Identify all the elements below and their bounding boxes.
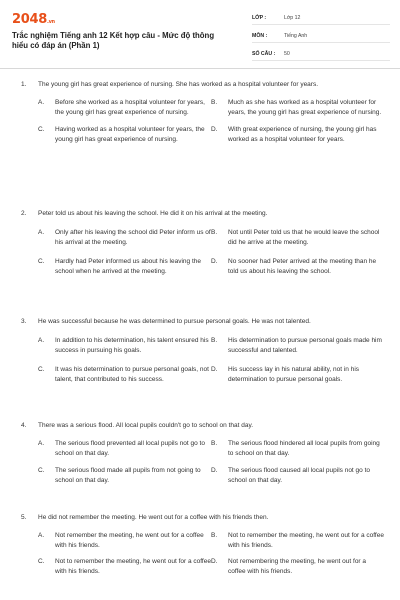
option-row bbox=[21, 466, 383, 487]
option-text: Not to remember the meeting, he went out for a coffee with his friends. bbox=[228, 531, 384, 549]
option-a[interactable] bbox=[21, 531, 211, 552]
question-1 bbox=[21, 80, 383, 146]
option-text: Hardly had Peter informed us about his leaving the school when he arrived at the meeting. bbox=[55, 257, 201, 275]
option-letter: D. bbox=[211, 466, 218, 474]
option-text: Before she worked as a hospital volunteer for years, the young girl has great experience of nursing. bbox=[55, 98, 205, 116]
option-letter: B. bbox=[211, 336, 218, 344]
option-letter: D. bbox=[211, 125, 218, 133]
option-letter: B. bbox=[211, 98, 218, 106]
option-letter: C. bbox=[38, 125, 45, 133]
option-letter: D. bbox=[211, 557, 218, 565]
option-text: Only after his leaving the school did Peter inform us of his arrival at the meeting. bbox=[55, 228, 211, 246]
option-letter: C. bbox=[38, 257, 45, 265]
option-text: Not remembering the meeting, he went out for a coffee with his friends. bbox=[228, 557, 367, 575]
option-row bbox=[21, 365, 383, 386]
option-letter: C. bbox=[38, 365, 45, 373]
option-text: The serious flood hindered all local pupils from going to school on that day. bbox=[228, 439, 380, 457]
option-a[interactable] bbox=[21, 98, 211, 119]
option-c[interactable] bbox=[21, 466, 211, 487]
question-text: He did not remember the meeting. He went out for a coffee with his friends then. bbox=[38, 514, 269, 521]
header bbox=[0, 0, 400, 62]
option-row bbox=[21, 98, 383, 119]
question-stem bbox=[21, 209, 383, 220]
option-b[interactable] bbox=[211, 531, 384, 552]
question-number: 3. bbox=[21, 318, 27, 325]
option-text: The serious flood prevented all local pupils not go to school on that day. bbox=[55, 439, 205, 457]
meta-value: 50 bbox=[284, 50, 290, 57]
question-text: He was successful because he was determined to pursue personal goals. He was not talented. bbox=[38, 318, 311, 325]
question-4 bbox=[21, 421, 383, 487]
option-letter: A. bbox=[38, 531, 45, 539]
logo-suffix: .vn bbox=[46, 19, 55, 25]
option-letter: C. bbox=[38, 466, 45, 474]
meta-value: Tiếng Anh bbox=[284, 32, 308, 39]
option-text: In addition to his determination, his talent ensured his success in pursuing his goals. bbox=[55, 336, 209, 354]
option-d[interactable] bbox=[211, 557, 384, 578]
option-a[interactable] bbox=[21, 228, 211, 249]
option-letter: A. bbox=[38, 336, 45, 344]
meta-key: SỐ CÂU : bbox=[252, 50, 276, 57]
option-text: Not to remember the meeting, he went out for a coffee with his friends. bbox=[55, 557, 211, 575]
option-letter: B. bbox=[211, 531, 218, 539]
option-letter: A. bbox=[38, 98, 45, 106]
option-b[interactable] bbox=[211, 98, 384, 119]
question-stem bbox=[21, 80, 383, 91]
question-2 bbox=[21, 209, 383, 278]
option-c[interactable] bbox=[21, 125, 211, 146]
option-letter: B. bbox=[211, 439, 218, 447]
question-5 bbox=[21, 513, 383, 578]
question-text: Peter told us about his leaving the school. He did it on his arrival at the meeting. bbox=[38, 210, 268, 217]
option-letter: D. bbox=[211, 365, 218, 373]
question-text: There was a serious flood. All local pupils couldn't go to school on that day. bbox=[38, 422, 254, 429]
option-text: With great experience of nursing, the young girl has worked as a hospital volunteer for years. bbox=[228, 125, 377, 143]
question-stem bbox=[21, 421, 383, 432]
site-logo[interactable] bbox=[12, 12, 55, 27]
option-text: Not remember the meeting, he went out for a coffee with his friends. bbox=[55, 531, 204, 549]
option-c[interactable] bbox=[21, 365, 211, 386]
option-text: Not until Peter told us that he would leave the school did he arrive at the meeting. bbox=[228, 228, 380, 246]
option-letter: C. bbox=[38, 557, 45, 565]
option-letter: B. bbox=[211, 228, 218, 236]
option-text: Much as she has worked as a hospital volunteer for years, the young girl has great experience of nursing. bbox=[228, 98, 382, 116]
meta-row-count bbox=[252, 47, 390, 61]
logo-main: 2048 bbox=[12, 12, 47, 27]
header-divider bbox=[0, 68, 400, 69]
option-row bbox=[21, 257, 383, 278]
question-number: 4. bbox=[21, 422, 27, 429]
question-number: 2. bbox=[21, 210, 27, 217]
option-text: The serious flood made all pupils from not going to school on that day. bbox=[55, 466, 201, 484]
question-stem bbox=[21, 513, 383, 524]
meta-key: LỚP : bbox=[252, 14, 267, 21]
option-b[interactable] bbox=[211, 336, 384, 357]
option-d[interactable] bbox=[211, 466, 384, 487]
question-number: 5. bbox=[21, 514, 27, 521]
question-number: 1. bbox=[21, 81, 27, 88]
option-d[interactable] bbox=[211, 125, 384, 146]
option-row bbox=[21, 439, 383, 460]
option-letter: A. bbox=[38, 439, 45, 447]
option-b[interactable] bbox=[211, 439, 384, 460]
option-text: His success lay in his natural ability, not in his determination to pursue personal goals. bbox=[228, 365, 360, 383]
option-row bbox=[21, 531, 383, 552]
meta-value: Lớp 12 bbox=[284, 14, 301, 21]
option-text: It was his determination to pursue personal goals, not talent, that contributed to his success. bbox=[55, 365, 209, 383]
meta-panel bbox=[252, 11, 390, 61]
page-title: Trắc nghiệm Tiếng anh 12 Kết hợp câu - Mức độ thông hiểu có đáp án (Phần 1) bbox=[12, 31, 215, 50]
meta-row-class bbox=[252, 11, 390, 25]
option-b[interactable] bbox=[211, 228, 384, 249]
option-c[interactable] bbox=[21, 257, 211, 278]
question-stem bbox=[21, 317, 383, 328]
option-d[interactable] bbox=[211, 365, 384, 386]
option-row bbox=[21, 125, 383, 146]
option-letter: A. bbox=[38, 228, 45, 236]
question-3 bbox=[21, 317, 383, 386]
meta-row-subject bbox=[252, 29, 390, 43]
option-a[interactable] bbox=[21, 439, 211, 460]
option-row bbox=[21, 557, 383, 578]
meta-key: MÔN : bbox=[252, 32, 268, 39]
option-d[interactable] bbox=[211, 257, 384, 278]
option-a[interactable] bbox=[21, 336, 211, 357]
option-row bbox=[21, 228, 383, 249]
option-text: The serious flood caused all local pupils not go to school on that day. bbox=[228, 466, 371, 484]
option-text: Having worked as a hospital volunteer for years, the young girl has great experience of nursing. bbox=[55, 125, 205, 143]
option-row bbox=[21, 336, 383, 357]
option-c[interactable] bbox=[21, 557, 211, 578]
option-text: His determination to pursue personal goals made him successful and talented. bbox=[228, 336, 382, 354]
option-text: No sooner had Peter arrived at the meeting than he told us about his leaving the school. bbox=[228, 257, 377, 275]
question-text: The young girl has great experience of nursing. She has worked as a hospital volunteer for years. bbox=[38, 81, 319, 88]
option-letter: D. bbox=[211, 257, 218, 265]
